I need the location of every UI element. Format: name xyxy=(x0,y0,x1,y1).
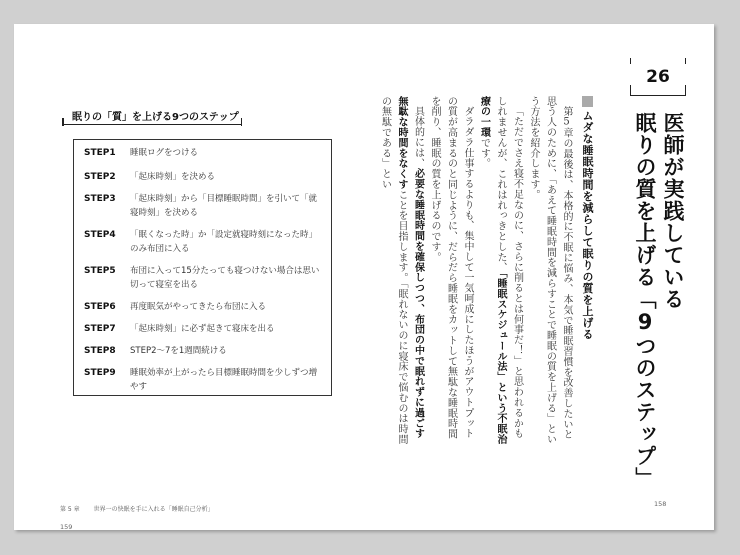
step-item xyxy=(84,170,320,184)
step-item xyxy=(84,146,320,160)
step-label: STEP6 xyxy=(84,302,116,312)
step-label: STEP3 xyxy=(84,194,116,204)
step-label: STEP2 xyxy=(84,172,116,182)
step-text: 「起床時刻」を決める xyxy=(130,172,216,182)
paragraph xyxy=(475,96,525,446)
subheading xyxy=(580,96,594,340)
step-text: 布団に入って15分たっても寝つけない場合は思い切って寝室を出る xyxy=(130,266,320,290)
bracket-corner xyxy=(675,58,686,64)
step-text: STEP2〜7を1週間続ける xyxy=(130,346,227,356)
bracket-corner xyxy=(630,85,659,96)
page-number-left: 159 xyxy=(60,523,73,531)
paragraph xyxy=(426,96,476,446)
paragraph-text: 第5章の最後は、本格的に不眠に悩み、本気で睡眠習慣を改善したいと思う人のために、「あえて睡眠時間を減らすことで睡眠の質を上げる」という方法を紹介します。 xyxy=(528,96,572,445)
step-item xyxy=(84,344,320,358)
running-footer xyxy=(60,504,228,513)
step-label: STEP7 xyxy=(84,324,116,334)
step-item xyxy=(84,264,320,292)
section-number: 26 xyxy=(646,67,670,87)
steps-box-title: 眠りの「質」を上げる9つのステップ xyxy=(62,108,242,125)
page-number-right: 158 xyxy=(654,500,667,508)
step-text: 「起床時刻」から「目標睡眠時間」を引いて「就寝時刻」を決める xyxy=(130,194,318,218)
section-number-badge xyxy=(630,58,686,96)
step-item xyxy=(84,192,320,220)
subheading-marker-icon xyxy=(582,96,593,107)
step-item xyxy=(84,366,320,394)
paragraph xyxy=(376,96,426,446)
step-label: STEP9 xyxy=(84,368,116,378)
step-label: STEP4 xyxy=(84,230,116,240)
step-label: STEP1 xyxy=(84,148,116,158)
emphasis-text: 必要な睡眠時間を確保しつつ、布団の中で眠れずに過ごす無駄な時間をなくす xyxy=(396,96,424,439)
bracket-corner xyxy=(657,85,686,96)
subheading-text: ムダな睡眠時間を減らして眠りの質を上げる xyxy=(581,110,594,340)
step-label: STEP5 xyxy=(84,266,116,276)
chapter-label: 第 5 章 xyxy=(60,506,80,513)
paragraph-text: ことを目指します。「眠れないのに寝床で悩むのは時間の無駄である」とい xyxy=(379,96,407,445)
title-line-2: 眠りの質を上げる「9つのステップ」 xyxy=(633,112,657,489)
step-item xyxy=(84,300,320,314)
bracket-corner xyxy=(630,58,641,64)
title-line-1: 医師が実践している xyxy=(661,112,685,310)
chapter-title: 世界一の快眠を手に入れる「睡眠自己分析」 xyxy=(93,506,214,513)
book-spread xyxy=(14,24,714,530)
body-text xyxy=(376,96,574,446)
paragraph-text: 「ただでさえ寝不足なのに、さらに削るとは何事だ！」と思われるかもしれませんが、これはれっきとした、 xyxy=(495,96,523,439)
paragraph-text: ダラダラ仕事するよりも、集中して一気呵成にしたほうがアウトプットの質が高まるのと同じように、だらだら睡眠をカットして無駄な睡眠時間を削り、睡眠の質を上げるのです。 xyxy=(429,96,473,440)
step-text: 再度眠気がやってきたら布団に入る xyxy=(130,302,267,312)
steps-box xyxy=(73,139,332,396)
step-text: 睡眠効率が上がったら目標睡眠時間を少しずつ増やす xyxy=(130,368,318,392)
paragraph xyxy=(525,96,575,446)
step-text: 睡眠ログをつける xyxy=(130,148,199,158)
step-label: STEP8 xyxy=(84,346,116,356)
paragraph-text: です。 xyxy=(478,137,490,169)
step-text: 「眠くなった時」か「設定就寝時刻になった時」のみ布団に入る xyxy=(130,230,318,254)
step-text: 「起床時刻」に必ず起きて寝床を出る xyxy=(130,324,275,334)
emphasis-text: 「睡眠スケジュール法」という不眠治療の一環 xyxy=(478,96,506,445)
step-item xyxy=(84,228,320,256)
paragraph-text: 具体的には、 xyxy=(412,106,424,169)
step-item xyxy=(84,322,320,336)
